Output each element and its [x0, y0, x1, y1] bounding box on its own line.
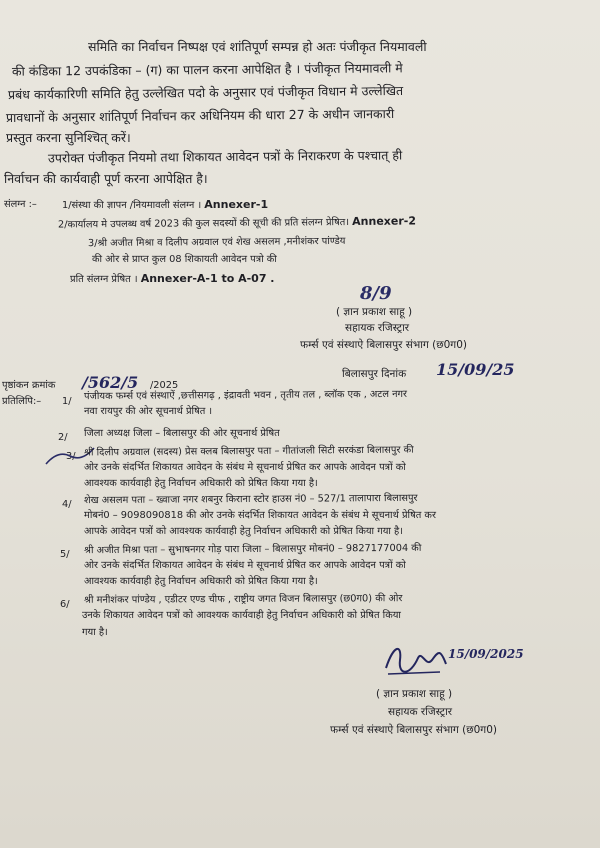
copy-line: मोबनं0 – 9098090818 की ओर उनके संदर्भित शिकायत आवेदन के संबंध मे सूचनार्थ प्रेषित कर	[84, 510, 436, 521]
copy-line: श्री दिलीप अग्रवाल (सदस्य) प्रेस क्लब बिलासपुर पता – गीतांजली सिटी सरकंडा बिलासपुर की	[83, 444, 414, 459]
copy-label: प्रतिलिपि:–	[2, 396, 42, 407]
body-line: समिति का निर्वाचन निष्पक्ष एवं शांतिपूर्ण सम्पन्न हो अतः पंजीकृत नियमावली	[88, 39, 427, 54]
copy-number: 5/	[60, 549, 70, 560]
copy-line: नवा रायपुर की ओर सूचनार्थ प्रेषित ।	[84, 406, 213, 417]
copy-number: 1/	[62, 396, 72, 407]
copy-line: शेख असलम पता – ख्वाजा नगर शबनुर किराना स्टोर हाउस नं0 – 527/1 तालापारा बिलासपुर	[83, 492, 418, 507]
annexure-ref: Annexer-2	[352, 214, 417, 228]
endorsement-date: 15/09/25	[436, 360, 515, 379]
enclosure-item-2	[58, 215, 416, 231]
enclosure-item-3-line: 3/श्री अजीत मिश्रा व दिलीप अग्रवाल एवं शेख असलम ,मनीशंकर पांण्डेय	[87, 235, 346, 250]
enclosure-item-3-text: प्रति संलग्न प्रेषित ।	[70, 274, 138, 285]
enclosure-item-2-text: 2/कार्यालय मे उपलब्ध वर्ष 2023 की कुल सदस्यों की सूची की प्रति संलग्न प्रेषित।	[57, 217, 350, 231]
copy-line: ओर उनके संदर्भित शिकायत आवेदन के संबंध मे सूचनार्थ प्रेषित कर आपके आवेदन पत्रों को	[84, 560, 406, 571]
endorsement-year: /2025	[150, 380, 179, 391]
body-line: की कंडिका 12 उपकंडिका – (ग) का पालन करना आपेक्षित है । पंजीकृत नियमावली मे	[11, 60, 403, 79]
copy-line: आपके आवेदन पत्रों को आवश्यक कार्यवाही हेतु निर्वाचन अधिकारी को प्रेषित किया गया है।	[84, 526, 403, 537]
copy-line: गया है।	[82, 627, 108, 638]
annexure-ref: Annexer-1	[204, 198, 269, 211]
copy-line: पंजीयक फर्म्स एवं संस्थाऐं ,छत्तीसगढ़ , इंद्रावती भवन , तृतीय तल , ब्लॉक एक , अटल नगर	[83, 388, 408, 403]
signatory-designation: सहायक रजिस्ट्रार	[388, 706, 453, 718]
signatory-designation: सहायक रजिस्ट्रार	[345, 322, 410, 334]
copy-line: उनके शिकायत आवेदन पत्रों को आवश्यक कार्यवाही हेतु निर्वाचन अधिकारी को प्रेषित किया	[82, 610, 401, 621]
initials-mark: 8/9	[360, 283, 392, 304]
copy-line: आवश्यक कार्यवाही हेतु निर्वाचन अधिकारी को प्रेषित किया गया है।	[84, 576, 318, 587]
signatory-office: फर्म्स एवं संस्थाऐ बिलासपुर संभाग (छ0ग0)	[300, 339, 467, 351]
enclosure-item-3-last	[70, 273, 275, 286]
endorsement-number: /562/5	[82, 373, 139, 392]
signatory-office: फर्म्स एवं संस्थाऐ बिलासपुर संभाग (छ0ग0)	[330, 724, 497, 736]
copy-line: ओर उनके संदर्भित शिकायत आवेदन के संबंध मे सूचनार्थ प्रेषित कर आपके आवेदन पत्रों को	[84, 462, 406, 473]
enclosure-item-1-text: 1/संस्था की ज्ञापन /नियमावली संलग्न ।	[62, 200, 202, 211]
copy-line: आवश्यक कार्यवाही हेतु निर्वाचन अधिकारी को प्रेषित किया गया है।	[84, 478, 318, 489]
enclosure-item-1	[62, 199, 268, 212]
copy-number: 6/	[60, 599, 70, 610]
body-line: प्रस्तुत करना सुनिश्चित् करें।	[6, 130, 131, 145]
copy-line: श्री अजीत मिश्रा पता – सुभाषनगर गोड़ पारा जिला – बिलासपुर मोबनं0 – 9827177004 की	[83, 542, 422, 557]
signatory-name: ( ज्ञान प्रकाश साहू )	[336, 306, 413, 318]
signature-date: 15/09/2025	[448, 647, 524, 661]
body-line: प्रावधानों के अनुसार शांतिपूर्ण निर्वाचन कर अधिनियम की धारा 27 के अधीन जानकारी	[5, 105, 395, 126]
body-line: प्रबंध कार्यकारिणी समिति हेतु उल्लेखित पदो के अनुसार एवं पंजीकृत विधान मे उल्लेखित	[7, 82, 404, 103]
copy-number: 4/	[62, 499, 72, 510]
enclosure-item-3-line: की ओर से प्राप्त कुल 08 शिकायती आवेदन पत्रो की	[92, 254, 277, 265]
endorsement-label: पृष्ठांकन क्रमांक	[2, 380, 56, 391]
place-date-label: बिलासपुर दिनांक	[342, 368, 407, 380]
body-line: निर्वाचन की कार्यवाही पूर्ण करना आपेक्षित है।	[4, 171, 208, 186]
copy-line: जिला अध्यक्ष जिला – बिलासपुर की ओर सूचनार्थ प्रेषित	[84, 428, 280, 439]
signatory-name: ( ज्ञान प्रकाश साहू )	[376, 688, 453, 700]
enclosure-label: संलग्न :–	[4, 199, 37, 210]
copy-number: 2/	[58, 432, 68, 443]
annexure-ref: Annexer-A-1 to A-07 .	[140, 272, 275, 285]
copy-line: श्री मनीशंकर पांण्डेय , एडीटर एण्ड चीफ , राष्ट्रीय जगत विजन बिलासपुर (छ0ग0) की ओर	[83, 593, 403, 606]
body-line: उपरोक्त पंजीकृत नियमो तथा शिकायत आवेदन पत्रों के निराकरण के पश्चात् ही	[47, 147, 403, 166]
copy-number: 3/	[66, 451, 76, 462]
